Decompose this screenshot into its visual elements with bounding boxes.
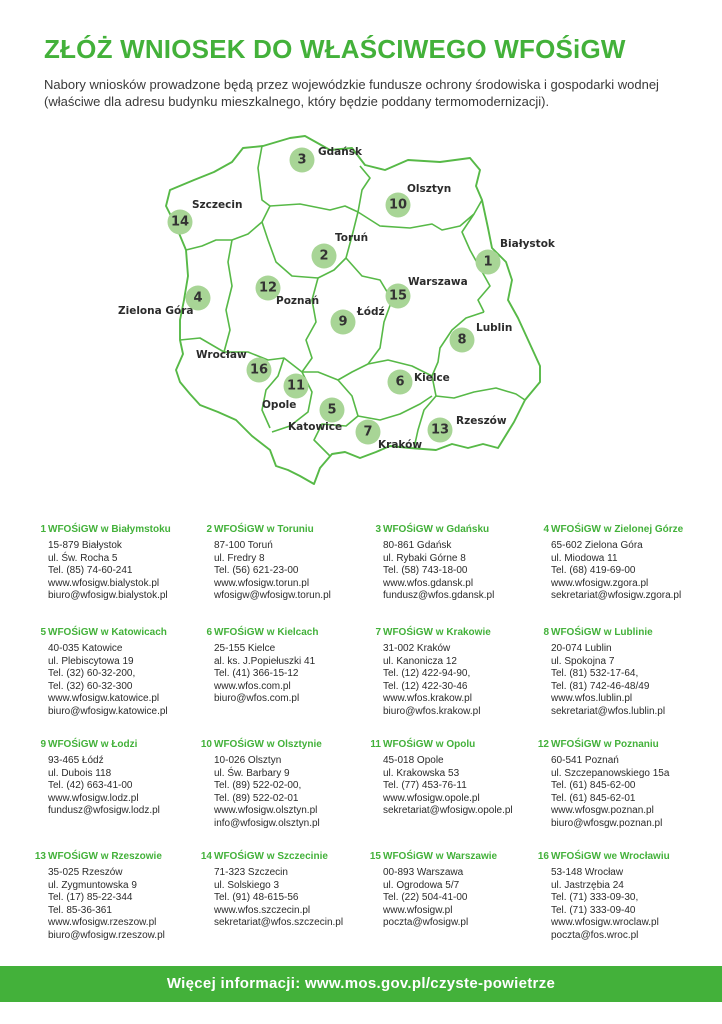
office-header <box>200 524 375 538</box>
office-phone: Tel. (32) 60-32-300 <box>48 680 133 692</box>
office-card <box>537 627 712 719</box>
office-website-link[interactable]: www.wfosigw.bialystok.pl <box>48 577 160 589</box>
office-card <box>369 524 544 603</box>
office-card <box>200 524 375 603</box>
office-header <box>34 851 209 865</box>
office-postal-city: 40-035 Katowice <box>48 643 123 654</box>
office-number: 3 <box>375 524 381 535</box>
office-website-link[interactable]: www.wfos.lublin.pl <box>551 693 633 705</box>
city-label: Białystok <box>500 238 555 250</box>
office-number: 9 <box>40 739 46 750</box>
city-label: Olsztyn <box>407 183 452 195</box>
marker-number: 8 <box>457 332 467 348</box>
office-number: 13 <box>34 851 46 862</box>
office-email-link[interactable]: poczta@fos.wroc.pl <box>551 929 639 941</box>
map-marker <box>288 398 345 434</box>
office-street: ul. Zygmuntowska 9 <box>48 879 137 891</box>
office-name: WFOŚiGW w Toruniu <box>214 524 314 535</box>
map-marker <box>196 349 272 383</box>
office-card <box>369 739 544 818</box>
office-details <box>383 755 544 818</box>
office-name: WFOŚiGW we Wrocławiu <box>551 851 670 862</box>
city-label: Kielce <box>414 372 450 384</box>
map-marker <box>312 232 369 269</box>
office-street: ul. Plebiscytowa 19 <box>48 655 134 667</box>
office-number: 4 <box>543 524 549 535</box>
marker-number: 3 <box>297 152 307 168</box>
marker-number: 14 <box>170 214 190 230</box>
office-header <box>34 524 209 538</box>
office-email-link[interactable]: biuro@wfosgw.poznan.pl <box>551 817 663 829</box>
office-postal-city: 25-155 Kielce <box>214 643 276 654</box>
city-label: Łódź <box>357 306 385 318</box>
office-phone: Tel. (89) 522-02-00, <box>214 780 302 792</box>
office-number: 16 <box>537 851 549 862</box>
map-outlines <box>166 136 540 484</box>
office-website-link[interactable]: www.wfos.szczecin.pl <box>214 904 311 916</box>
city-label: Lublin <box>476 322 513 334</box>
office-postal-city: 87-100 Toruń <box>214 540 273 551</box>
city-label: Warszawa <box>408 276 468 288</box>
office-email-link[interactable]: biuro@wfosigw.bialystok.pl <box>48 590 168 602</box>
office-card <box>34 627 209 719</box>
office-postal-city: 60-541 Poznań <box>551 755 619 766</box>
office-header <box>34 739 209 753</box>
office-email-link[interactable]: fundusz@wfosigw.lodz.pl <box>48 805 160 817</box>
office-street: ul. Fredry 8 <box>214 552 265 564</box>
office-name: WFOŚiGW w Kielcach <box>214 627 319 638</box>
border-wielkopolskie-kujawskie <box>262 222 318 278</box>
office-details <box>48 867 209 943</box>
office-phone: Tel. (61) 845-62-00 <box>551 780 636 792</box>
office-details <box>214 867 375 930</box>
map-marker <box>290 146 363 173</box>
marker-number: 4 <box>193 290 203 306</box>
map-marker <box>476 238 556 275</box>
city-label: Katowice <box>288 421 343 433</box>
border-warminsko-mazowieckie <box>358 197 482 230</box>
office-email-link[interactable]: sekretariat@wfos.lublin.pl <box>551 705 666 717</box>
office-number: 2 <box>206 524 212 535</box>
office-phone: Tel. (32) 60-32-200, <box>48 668 136 680</box>
city-label: Szczecin <box>192 199 243 211</box>
office-header <box>537 627 712 641</box>
office-street: ul. Miodowa 11 <box>551 552 618 564</box>
office-phone: Tel. (71) 333-09-40 <box>551 904 636 916</box>
office-details <box>383 867 544 930</box>
marker-number: 15 <box>388 288 408 304</box>
office-card <box>34 851 209 943</box>
office-phone: Tel. (81) 532-17-64, <box>551 668 639 680</box>
office-street: ul. Jastrzębia 24 <box>551 879 624 891</box>
office-number: 7 <box>375 627 381 638</box>
office-number: 6 <box>206 627 212 638</box>
office-card <box>200 627 375 706</box>
office-details <box>214 540 375 603</box>
city-label: Gdańsk <box>318 146 362 158</box>
office-postal-city: 20-074 Lublin <box>551 643 612 654</box>
office-email-link[interactable]: wfosigw@wfosigw.torun.pl <box>214 590 331 602</box>
office-name: WFOŚiGW w Rzeszowie <box>48 851 162 862</box>
office-street: ul. Rybaki Górne 8 <box>383 552 466 564</box>
office-details <box>214 755 375 831</box>
office-name: WFOŚiGW w Gdańsku <box>383 524 490 535</box>
office-street: ul. Ogrodowa 5/7 <box>383 879 460 891</box>
border-lubelskie-podkarpackie <box>436 388 525 400</box>
office-phone: Tel. (71) 333-09-30, <box>551 892 639 904</box>
office-header <box>369 739 544 753</box>
office-phone: Tel. (77) 453-76-11 <box>383 780 467 792</box>
office-postal-city: 10-026 Olsztyn <box>214 755 282 766</box>
office-website-link[interactable]: www.wfos.com.pl <box>214 680 291 692</box>
office-number: 15 <box>369 851 381 862</box>
office-street: ul. Św. Barbary 9 <box>214 767 290 779</box>
map-marker <box>256 276 320 308</box>
marker-number: 2 <box>319 248 329 264</box>
office-details <box>551 643 712 719</box>
office-name: WFOŚiGW w Szczecinie <box>214 851 328 862</box>
office-postal-city: 80-861 Gdańsk <box>383 540 452 551</box>
office-card <box>369 851 544 930</box>
office-header <box>34 627 209 641</box>
office-header <box>537 851 712 865</box>
border-pomorskie-south <box>270 166 370 212</box>
office-street: ul. Spokojna 7 <box>551 655 615 667</box>
map-marker <box>262 374 309 412</box>
office-details <box>214 643 375 706</box>
map-marker <box>118 286 211 318</box>
map-marker <box>388 370 450 395</box>
office-details <box>48 643 209 719</box>
office-phone: Tel. (22) 504-41-00 <box>383 892 468 904</box>
marker-number: 6 <box>395 374 405 390</box>
office-postal-city: 71-323 Szczecin <box>214 867 288 878</box>
office-postal-city: 31-002 Kraków <box>383 643 451 654</box>
office-street: ul. Szczepanowskiego 15a <box>551 767 670 779</box>
office-phone: Tel. (91) 48-615-56 <box>214 892 299 904</box>
office-postal-city: 00-893 Warszawa <box>383 867 464 878</box>
office-phone: Tel. (41) 366-15-12 <box>214 668 299 680</box>
office-name: WFOŚiGW w Lublinie <box>551 627 653 638</box>
map-marker <box>386 183 452 218</box>
office-email-link[interactable]: info@wfosigw.olsztyn.pl <box>214 817 320 829</box>
office-email-link[interactable]: biuro@wfos.com.pl <box>214 693 300 705</box>
office-street: ul. Krakowska 53 <box>383 767 460 779</box>
office-phone: Tel. (85) 74-60-241 <box>48 565 133 577</box>
office-website-link[interactable]: www.wfos.gdansk.pl <box>383 577 474 589</box>
marker-number: 16 <box>249 362 269 378</box>
office-postal-city: 65-602 Zielona Góra <box>551 540 643 551</box>
office-card <box>34 524 209 603</box>
office-website-link[interactable]: www.wfosigw.torun.pl <box>214 577 310 589</box>
office-name: WFOŚiGW w Białymstoku <box>48 524 171 535</box>
office-street: ul. Kanonicza 12 <box>383 655 457 667</box>
office-details <box>48 755 209 818</box>
office-phone: Tel. (17) 85-22-344 <box>48 892 133 904</box>
office-website-link[interactable]: www.wfosigw.wroclaw.pl <box>551 917 659 929</box>
office-card <box>200 739 375 831</box>
city-label: Wrocław <box>196 349 247 361</box>
office-card <box>537 851 712 943</box>
footer-banner <box>0 966 722 1002</box>
marker-number: 9 <box>338 314 348 330</box>
office-postal-city: 93-465 Łódź <box>48 755 104 766</box>
office-website-link[interactable]: www.wfosigw.pl <box>383 904 453 916</box>
office-number: 5 <box>40 627 46 638</box>
office-number: 12 <box>537 739 549 750</box>
office-email-link[interactable]: poczta@wfosigw.pl <box>383 917 469 929</box>
map-marker <box>450 322 513 353</box>
office-card <box>537 524 712 603</box>
office-header <box>369 851 544 865</box>
office-website-link[interactable]: www.wfosigw.olsztyn.pl <box>214 805 318 817</box>
office-name: WFOŚiGW w Olsztynie <box>214 739 322 750</box>
office-website-link[interactable]: www.wfosgw.poznan.pl <box>551 805 654 817</box>
border-lodzkie-slaskie <box>302 364 368 380</box>
office-name: WFOŚiGW w Poznaniu <box>551 739 659 750</box>
office-phone: Tel. (12) 422-30-46 <box>383 680 468 692</box>
office-number: 8 <box>543 627 549 638</box>
office-card <box>34 739 209 818</box>
office-name: WFOŚiGW w Krakowie <box>383 627 491 638</box>
map-marker <box>331 306 385 335</box>
office-postal-city: 53-148 Wrocław <box>551 867 624 878</box>
office-phone: Tel. (89) 522-02-01 <box>214 792 299 804</box>
city-label: Poznań <box>276 295 320 307</box>
office-phone: Tel. (12) 422-94-90, <box>383 668 471 680</box>
marker-number: 12 <box>258 280 278 296</box>
office-card <box>200 851 375 930</box>
office-email-link[interactable]: biuro@wfos.krakow.pl <box>383 705 481 717</box>
office-street: al. ks. J.Popiełuszki 41 <box>214 655 316 667</box>
marker-number: 13 <box>430 422 450 438</box>
map-marker <box>428 415 507 443</box>
office-email-link[interactable]: biuro@wfosigw.katowice.pl <box>48 705 168 717</box>
office-postal-city: 15-879 Białystok <box>48 540 122 551</box>
office-street: ul. Solskiego 3 <box>214 879 280 891</box>
office-header <box>200 851 375 865</box>
office-details <box>551 540 712 603</box>
office-name: WFOŚiGW w Opolu <box>383 739 476 750</box>
office-phone: Tel. (68) 419-69-00 <box>551 565 636 577</box>
office-name: WFOŚiGW w Warszawie <box>383 851 498 862</box>
office-details <box>551 867 712 943</box>
marker-number: 10 <box>388 197 408 213</box>
office-street: ul. Dubois 118 <box>48 767 112 779</box>
office-website-link[interactable]: www.wfosigw.lodz.pl <box>48 792 139 804</box>
office-details <box>48 540 209 603</box>
office-details <box>383 643 544 719</box>
office-email-link[interactable]: sekretariat@wfosigw.zgora.pl <box>551 590 682 602</box>
footer-link[interactable]: Więcej informacji: www.mos.gov.pl/czyste-powietrze <box>166 975 556 992</box>
office-header <box>369 524 544 538</box>
office-card <box>537 739 712 831</box>
office-details <box>551 755 712 831</box>
office-details <box>383 540 544 603</box>
subtitle-line-1: Nabory wniosków prowadzone będą przez wojewódzkie fundusze ochrony środowiska i gospodarki wodnej <box>44 77 659 92</box>
subtitle-line-2: (właściwe dla adresu budynku mieszkalnego, który będzie poddany termomodernizacji). <box>44 94 550 109</box>
office-header <box>200 739 375 753</box>
city-label: Toruń <box>335 232 369 244</box>
border-swietokrzyskie-malopolskie <box>358 396 432 420</box>
office-header <box>369 627 544 641</box>
city-label: Kraków <box>378 439 423 451</box>
office-phone: Tel. (42) 663-41-00 <box>48 780 133 792</box>
page-title: ZŁÓŻ WNIOSEK DO WŁAŚCIWEGO WFOŚiGW <box>44 34 626 64</box>
office-website-link[interactable]: www.wfos.krakow.pl <box>383 693 472 705</box>
country-border <box>166 136 540 484</box>
office-card <box>369 627 544 719</box>
office-postal-city: 45-018 Opole <box>383 755 444 766</box>
office-header <box>200 627 375 641</box>
office-email-link[interactable]: fundusz@wfos.gdansk.pl <box>383 590 495 602</box>
office-website-link[interactable]: www.wfosigw.zgora.pl <box>551 577 649 589</box>
office-name: WFOŚiGW w Zielonej Górze <box>551 524 684 535</box>
border-pomorskie-zachodniopomorskie <box>258 146 270 206</box>
office-email-link[interactable]: biuro@wfosigw.rzeszow.pl <box>48 929 165 941</box>
border-lubuskie-wielkopolskie <box>224 240 232 352</box>
office-number: 1 <box>40 524 46 535</box>
office-phone: Tel. (81) 742-46-48/49 <box>551 680 650 692</box>
city-label: Rzeszów <box>456 415 507 427</box>
office-number: 14 <box>200 851 212 862</box>
map-marker <box>356 420 423 452</box>
map-marker <box>386 276 468 309</box>
office-website-link[interactable]: www.wfosigw.rzeszow.pl <box>48 917 157 929</box>
office-header <box>537 524 712 538</box>
marker-number: 5 <box>327 402 337 418</box>
office-phone: Tel. (61) 845-62-01 <box>551 792 636 804</box>
office-number: 10 <box>200 739 212 750</box>
city-label: Opole <box>262 399 297 411</box>
office-website-link[interactable]: www.wfosigw.katowice.pl <box>48 693 160 705</box>
border-wielkopolskie-lodzkie <box>302 278 318 372</box>
map-marker <box>168 199 243 235</box>
office-phone: Tel. 85-36-361 <box>48 904 112 916</box>
marker-number: 11 <box>286 378 306 394</box>
office-email-link[interactable]: sekretariat@wfosigw.opole.pl <box>383 805 513 817</box>
office-number: 11 <box>370 739 381 750</box>
office-postal-city: 35-025 Rzeszów <box>48 867 123 878</box>
office-phone: Tel. (58) 743-18-00 <box>383 565 468 577</box>
office-street: ul. Św. Rocha 5 <box>48 552 118 564</box>
border-zachodniopomorskie-wielkopolskie <box>186 206 270 250</box>
office-header <box>537 739 712 753</box>
office-phone: Tel. (56) 621-23-00 <box>214 565 299 577</box>
office-name: WFOŚiGW w Katowicach <box>48 627 167 638</box>
marker-number: 7 <box>363 424 373 440</box>
office-email-link[interactable]: sekretariat@wfos.szczecin.pl <box>214 917 344 929</box>
marker-number: 1 <box>483 254 493 270</box>
city-label: Zielona Góra <box>118 305 194 317</box>
office-name: WFOŚiGW w Łodzi <box>48 739 138 750</box>
office-website-link[interactable]: www.wfosigw.opole.pl <box>383 792 480 804</box>
